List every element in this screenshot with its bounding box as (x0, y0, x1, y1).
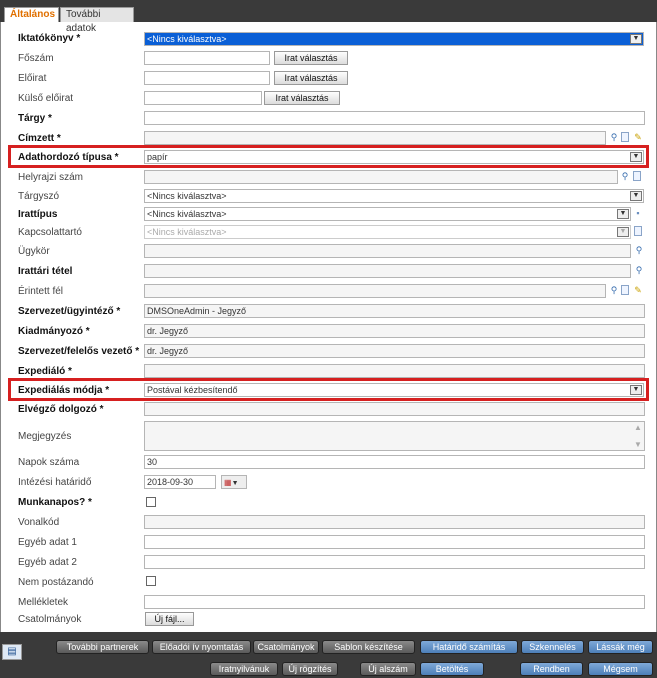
label-targyszo: Tárgyszó (18, 191, 60, 202)
hatarido-szamitas-button[interactable]: Határidő számítás (420, 640, 518, 654)
search-icon[interactable]: ⚲ (610, 132, 618, 142)
rendben-button[interactable]: Rendben (520, 662, 583, 676)
eloadoi-iv-nyomtatas-button[interactable]: Előadói ív nyomtatás (152, 640, 251, 654)
label-vonalkod: Vonalkód (18, 517, 60, 528)
app-logo-icon: ▤ (2, 644, 22, 660)
label-erintett-fel: Érintett fél (18, 286, 64, 297)
tab-bar (0, 0, 657, 34)
image-icon[interactable]: ▪ (636, 208, 640, 218)
expedialas-modja-value: Postával kézbesítendő (147, 385, 238, 395)
label-kapcsolattarto: Kapcsolattartó (18, 227, 82, 238)
iktatokonyv-value: <Nincs kiválasztva> (147, 34, 227, 44)
highlight-adathordozo (8, 145, 649, 168)
label-mellekletek: Mellékletek (18, 597, 69, 608)
label-iktatokonyv: Iktatókönyv * (18, 33, 81, 44)
irattipus-select[interactable] (144, 207, 631, 221)
foszam-irat-valasztas-button[interactable]: Irat választás (274, 51, 348, 65)
foszam-input[interactable] (144, 51, 270, 65)
pencil-icon[interactable]: ✎ (634, 132, 642, 142)
megjegyzes-textarea[interactable] (144, 421, 645, 451)
document-icon[interactable] (621, 132, 629, 142)
nem-postazando-checkbox[interactable] (146, 576, 156, 586)
label-egyeb-adat-2: Egyéb adat 2 (18, 557, 77, 568)
pencil-icon[interactable]: ✎ (634, 285, 642, 295)
calendar-button[interactable] (221, 475, 247, 489)
chevron-down-icon: ▼ (630, 191, 642, 201)
egyeb-adat-2-input[interactable] (144, 555, 645, 569)
uj-rogzites-button[interactable]: Új rögzítés (282, 662, 338, 676)
highlight-expedialas-modja (8, 378, 649, 401)
kulso-eloirat-irat-valasztas-button[interactable]: Irat választás (264, 91, 340, 105)
tovabbi-partnerek-button[interactable]: További partnerek (56, 640, 149, 654)
eloirat-input[interactable] (144, 71, 270, 85)
szervezet-ugyintezo-input[interactable] (144, 304, 645, 318)
targy-input[interactable] (144, 111, 645, 125)
chevron-down-icon: ▼ (617, 209, 629, 219)
vonalkod-input[interactable] (144, 515, 645, 529)
megsem-button[interactable]: Mégsem (588, 662, 653, 676)
szervezet-ugyintezo-value: DMSOneAdmin - Jegyző (147, 306, 247, 316)
sablon-keszitese-button[interactable]: Sablon készítése (322, 640, 415, 654)
label-cimzett: Címzett * (18, 133, 61, 144)
uj-fajl-button[interactable]: Új fájl... (145, 612, 194, 626)
label-expedialo: Expediáló * (18, 366, 72, 377)
kapcsolattarto-value: <Nincs kiválasztva> (147, 227, 227, 237)
search-icon[interactable]: ⚲ (635, 245, 643, 255)
egyeb-adat-1-input[interactable] (144, 535, 645, 549)
kulso-eloirat-input[interactable] (144, 91, 262, 105)
kiadmanyozo-value: dr. Jegyző (147, 326, 189, 336)
chevron-down-icon: ▼ (630, 152, 642, 162)
label-egyeb-adat-1: Egyéb adat 1 (18, 537, 77, 548)
uj-alszam-button[interactable]: Új alszám (360, 662, 416, 676)
document-icon[interactable] (621, 285, 629, 295)
targyszo-value: <Nincs kiválasztva> (147, 191, 227, 201)
label-eloirat: Előirat (18, 73, 47, 84)
label-targy: Tárgy * (18, 113, 52, 124)
calendar-icon: ▦ (224, 478, 232, 487)
chevron-down-icon: ▼ (630, 385, 642, 395)
eloirat-irat-valasztas-button[interactable]: Irat választás (274, 71, 348, 85)
label-kiadmanyozo: Kiadmányozó * (18, 326, 90, 337)
napok-szama-value: 30 (147, 457, 158, 467)
irattari-tetel-input[interactable] (144, 264, 631, 278)
csatolmanyok-button[interactable]: Csatolmányok (253, 640, 319, 654)
szervezet-felelos-value: dr. Jegyző (147, 346, 189, 356)
label-irattari-tetel: Irattári tétel (18, 266, 73, 277)
label-irattipus: Irattípus (18, 209, 58, 220)
label-expedialas-modja: Expediálás módja * (18, 385, 110, 396)
betoltes-button[interactable]: Betöltés (420, 662, 484, 676)
erintett-fel-input[interactable] (144, 284, 606, 298)
search-icon[interactable]: ⚲ (635, 265, 643, 275)
lassak-meg-button[interactable]: Lássák még (588, 640, 653, 654)
label-foszam: Főszám (18, 53, 54, 64)
helyrajzi-input[interactable] (144, 170, 618, 184)
label-napok-szama: Napok száma (18, 457, 80, 468)
mellekletek-input[interactable] (144, 595, 645, 609)
iktatokonyv-select[interactable] (144, 32, 644, 46)
ugykor-input[interactable] (144, 244, 631, 258)
document-icon[interactable] (634, 226, 642, 236)
cimzett-input[interactable] (144, 131, 606, 145)
label-szervezet-ugyintezo: Szervezet/ügyintéző * (18, 306, 121, 317)
irattipus-value: <Nincs kiválasztva> (147, 209, 227, 219)
scroll-down-icon[interactable]: ▼ (634, 440, 642, 449)
label-intezesi-hatarido: Intézési határidő (18, 477, 92, 488)
label-kulso-eloirat: Külső előirat (18, 93, 74, 104)
adathordozo-value: papír (147, 152, 168, 162)
scroll-up-icon[interactable]: ▲ (634, 423, 642, 432)
label-megjegyzes: Megjegyzés (18, 431, 72, 442)
search-icon[interactable]: ⚲ (610, 285, 618, 295)
label-nem-postazando: Nem postázandó (18, 577, 94, 588)
kapcsolattarto-select[interactable] (144, 225, 631, 239)
tab-tovabbi-adatok[interactable]: További adatok (60, 7, 134, 22)
munkanapos-checkbox[interactable] (146, 497, 156, 507)
kiadmanyozo-input[interactable] (144, 324, 645, 338)
label-szervezet-felelos: Szervezet/felelős vezető * (18, 346, 140, 357)
chevron-down-icon: ▼ (630, 34, 642, 44)
szervezet-felelos-input[interactable] (144, 344, 645, 358)
targyszo-select[interactable] (144, 189, 644, 203)
label-munkanapos: Munkanapos? * (18, 497, 92, 508)
label-helyrajzi: Helyrajzi szám (18, 172, 84, 183)
elvegzo-input[interactable] (144, 402, 645, 416)
label-elvegzo: Elvégző dolgozó * (18, 404, 104, 415)
expedialo-input[interactable] (144, 364, 645, 378)
label-ugykor: Ügykör (18, 246, 50, 257)
chevron-down-icon: ▼ (231, 480, 239, 487)
tab-altalanos[interactable]: Általános (4, 7, 59, 22)
document-icon[interactable] (633, 171, 641, 181)
search-icon[interactable]: ⚲ (621, 171, 629, 181)
szkenneles-button[interactable]: Szkennelés (521, 640, 584, 654)
intezesi-hatarido-value: 2018-09-30 (147, 477, 194, 487)
label-csatolmanyok: Csatolmányok (18, 614, 82, 625)
napok-szama-input[interactable] (144, 455, 645, 469)
intezesi-hatarido-input[interactable] (144, 475, 216, 489)
chevron-down-icon: ▼ (617, 227, 629, 237)
label-adathordozo: Adathordozó típusa * (18, 152, 119, 163)
iratnyilvanuk-button[interactable]: Iratnyilvánuk (210, 662, 278, 676)
